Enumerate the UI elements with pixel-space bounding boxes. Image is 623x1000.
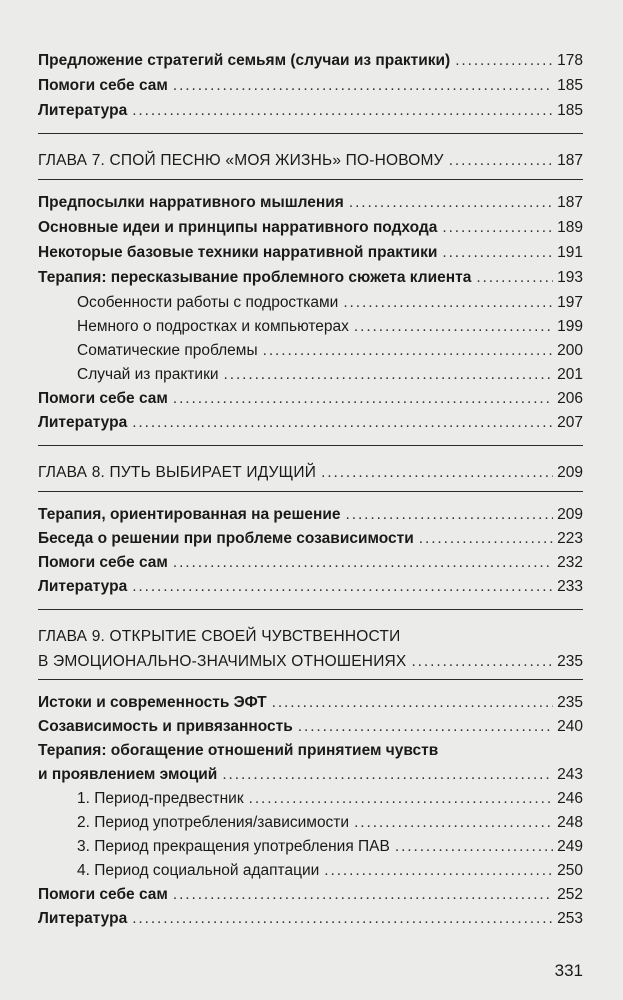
entry-page: 191 xyxy=(557,244,583,261)
entry-title: Помоги себе сам xyxy=(38,554,168,571)
entry-title: Терапия: обогащение отношений принятием чувств xyxy=(38,742,439,759)
leader-dots xyxy=(395,838,553,856)
toc-entry xyxy=(0,213,623,237)
entry-page: 197 xyxy=(557,294,583,311)
section-divider xyxy=(38,491,583,492)
leader-dots xyxy=(132,910,553,928)
entry-title: Литература xyxy=(38,910,128,927)
entry-page: 178 xyxy=(557,52,583,69)
entry-title: Предложение стратегий семьям (случаи из практики) xyxy=(38,52,451,69)
entry-page: 249 xyxy=(557,838,583,855)
entry-page: 235 xyxy=(557,653,583,670)
entry-title: Созависимость и привязанность xyxy=(38,718,293,735)
leader-dots xyxy=(476,269,553,287)
leader-dots xyxy=(354,814,553,832)
entry-title: 3. Период прекращения употребления ПАВ xyxy=(77,838,390,855)
entry-title: Помоги себе сам xyxy=(38,77,168,94)
section-divider xyxy=(38,133,583,134)
toc-entry xyxy=(0,408,623,432)
entry-title: 2. Период употребления/зависимости xyxy=(77,814,350,831)
leader-dots xyxy=(173,554,553,572)
chapter-heading xyxy=(0,146,623,170)
entry-title: и проявлением эмоций xyxy=(38,766,218,783)
entry-page: 246 xyxy=(557,790,583,807)
toc-entry xyxy=(0,46,623,70)
entry-title: Терапия: пересказывание проблемного сюжета клиента xyxy=(38,269,472,286)
chapter-heading-line xyxy=(0,622,623,646)
toc-entry xyxy=(0,760,623,784)
entry-page: 223 xyxy=(557,530,583,547)
entry-page: 243 xyxy=(557,766,583,783)
leader-dots xyxy=(411,653,553,671)
chapter-heading xyxy=(0,458,623,482)
entry-title: Помоги себе сам xyxy=(38,886,168,903)
section-divider xyxy=(38,179,583,180)
toc-entry xyxy=(0,712,623,736)
toc-entry xyxy=(0,880,623,904)
toc-subentry xyxy=(0,784,623,808)
leader-dots xyxy=(132,414,553,432)
toc-entry xyxy=(0,572,623,596)
entry-title: Случай из практики xyxy=(77,366,219,383)
entry-title: 4. Период социальной адаптации xyxy=(77,862,320,879)
entry-page: 209 xyxy=(557,506,583,523)
section-divider xyxy=(38,609,583,610)
leader-dots xyxy=(349,194,553,212)
leader-dots xyxy=(321,464,553,482)
leader-dots xyxy=(173,886,553,904)
leader-dots xyxy=(224,366,554,384)
entry-page: 200 xyxy=(557,342,583,359)
toc-entry xyxy=(0,500,623,524)
entry-page: 209 xyxy=(557,464,583,481)
toc-subentry xyxy=(0,288,623,312)
chapter-title: В ЭМОЦИОНАЛЬНО-ЗНАЧИМЫХ ОТНОШЕНИЯХ xyxy=(38,653,407,670)
entry-title: Литература xyxy=(38,578,128,595)
entry-page: 185 xyxy=(557,102,583,119)
toc-entry-line xyxy=(0,736,623,760)
entry-page: 233 xyxy=(557,578,583,595)
leader-dots xyxy=(173,390,553,408)
leader-dots xyxy=(272,694,554,712)
leader-dots xyxy=(132,102,553,120)
toc-entry xyxy=(0,384,623,408)
section-divider xyxy=(38,679,583,680)
entry-page: 207 xyxy=(557,414,583,431)
toc-subentry xyxy=(0,336,623,360)
toc-entry xyxy=(0,96,623,120)
entry-title: Особенности работы с подростками xyxy=(77,294,339,311)
entry-title: Истоки и современность ЭФТ xyxy=(38,694,267,711)
entry-page: 248 xyxy=(557,814,583,831)
entry-page: 189 xyxy=(557,219,583,236)
entry-page: 206 xyxy=(557,390,583,407)
entry-page: 253 xyxy=(557,910,583,927)
leader-dots xyxy=(132,578,553,596)
leader-dots xyxy=(455,52,553,70)
toc-subentry xyxy=(0,856,623,880)
toc-entry xyxy=(0,688,623,712)
entry-title: Помоги себе сам xyxy=(38,390,168,407)
entry-page: 187 xyxy=(557,152,583,169)
entry-page: 187 xyxy=(557,194,583,211)
section-divider xyxy=(38,445,583,446)
leader-dots xyxy=(324,862,553,880)
entry-title: Немного о подростках и компьютерах xyxy=(77,318,349,335)
entry-page: 185 xyxy=(557,77,583,94)
leader-dots xyxy=(442,244,553,262)
toc-entry xyxy=(0,524,623,548)
leader-dots xyxy=(298,718,553,736)
chapter-title: ГЛАВА 9. ОТКРЫТИЕ СВОЕЙ ЧУВСТВЕННОСТИ xyxy=(38,628,401,645)
entry-page: 232 xyxy=(557,554,583,571)
leader-dots xyxy=(249,790,554,808)
entry-page: 193 xyxy=(557,269,583,286)
leader-dots xyxy=(173,77,553,95)
chapter-title: ГЛАВА 7. СПОЙ ПЕСНЮ «МОЯ ЖИЗНЬ» ПО-НОВОМУ xyxy=(38,152,444,169)
toc-subentry xyxy=(0,832,623,856)
entry-title: Беседа о решении при проблеме созависимости xyxy=(38,530,414,547)
leader-dots xyxy=(222,766,553,784)
leader-dots xyxy=(354,318,553,336)
leader-dots xyxy=(419,530,553,548)
entry-page: 240 xyxy=(557,718,583,735)
toc-subentry xyxy=(0,808,623,832)
entry-page: 235 xyxy=(557,694,583,711)
toc-entry xyxy=(0,263,623,287)
toc-subentry xyxy=(0,360,623,384)
entry-title: Литература xyxy=(38,414,128,431)
toc-entry xyxy=(0,71,623,95)
leader-dots xyxy=(263,342,554,360)
entry-title: 1. Период-предвестник xyxy=(77,790,244,807)
entry-title: Предпосылки нарративного мышления xyxy=(38,194,344,211)
toc-entry xyxy=(0,238,623,262)
chapter-heading xyxy=(0,647,623,671)
toc-subentry xyxy=(0,312,623,336)
leader-dots xyxy=(442,219,553,237)
entry-title: Некоторые базовые техники нарративной практики xyxy=(38,244,438,261)
entry-title: Соматические проблемы xyxy=(77,342,258,359)
leader-dots xyxy=(449,152,553,170)
toc-entry xyxy=(0,548,623,572)
chapter-title: ГЛАВА 8. ПУТЬ ВЫБИРАЕТ ИДУЩИЙ xyxy=(38,464,317,481)
leader-dots xyxy=(343,294,553,312)
leader-dots xyxy=(346,506,554,524)
entry-page: 199 xyxy=(557,318,583,335)
entry-title: Основные идеи и принципы нарративного подхода xyxy=(38,219,438,236)
entry-page: 201 xyxy=(557,366,583,383)
entry-page: 250 xyxy=(557,862,583,879)
toc-entry xyxy=(0,188,623,212)
toc-entry xyxy=(0,904,623,928)
entry-page: 252 xyxy=(557,886,583,903)
entry-title: Терапия, ориентированная на решение xyxy=(38,506,341,523)
page-number: 331 xyxy=(554,961,583,980)
entry-title: Литература xyxy=(38,102,128,119)
